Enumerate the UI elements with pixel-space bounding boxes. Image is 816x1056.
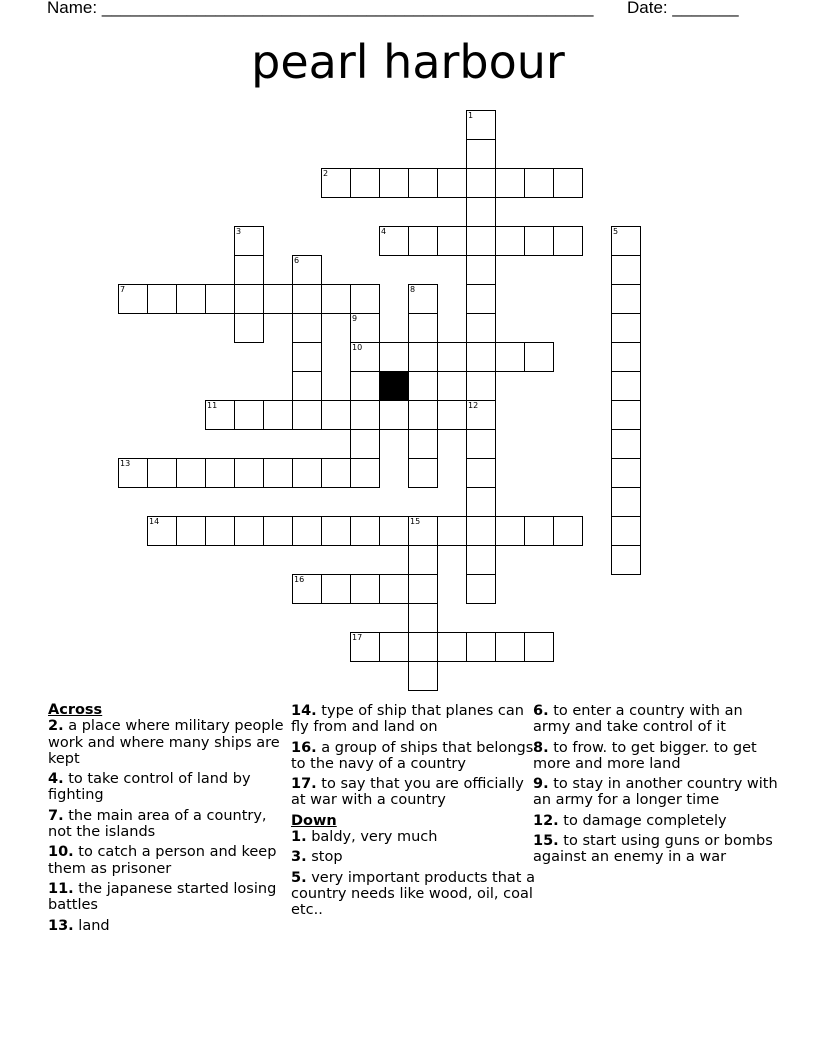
grid-cell[interactable] (350, 313, 380, 343)
grid-cell[interactable] (466, 226, 496, 256)
grid-cell[interactable] (524, 342, 554, 372)
clue-across-13: 13. land (48, 917, 110, 934)
grid-cell[interactable] (437, 400, 467, 430)
grid-cell[interactable] (234, 516, 264, 546)
grid-cell[interactable] (553, 516, 583, 546)
clue-across-4: 4. to take control of land by fighting (48, 771, 251, 804)
grid-cell[interactable] (234, 313, 264, 343)
cell-number: 10 (352, 343, 363, 352)
grid-cell[interactable] (408, 632, 438, 662)
clue-across-10: 10. to catch a person and keep them as prisoner (48, 844, 277, 877)
grid-cell[interactable] (321, 284, 351, 314)
clue-across-2: 2. a place where military people work and where many ships are kept (48, 718, 284, 767)
grid-cell[interactable] (205, 400, 235, 430)
grid-cell[interactable] (408, 603, 438, 633)
grid-cell[interactable] (437, 632, 467, 662)
grid-cell[interactable] (321, 458, 351, 488)
name-line[interactable]: ____________________________________________________ (101, 0, 594, 17)
grid-cell[interactable] (379, 516, 409, 546)
cell-number: 11 (207, 401, 218, 410)
grid-cell[interactable] (118, 284, 148, 314)
grid-cell[interactable] (553, 168, 583, 198)
grid-cell[interactable] (495, 516, 525, 546)
grid-cell[interactable] (350, 168, 380, 198)
grid-cell[interactable] (466, 487, 496, 517)
cell-number: 9 (352, 314, 358, 323)
grid-cell[interactable] (611, 313, 641, 343)
grid-cell[interactable] (350, 342, 380, 372)
grid-cell[interactable] (611, 458, 641, 488)
grid-cell[interactable] (234, 226, 264, 256)
cell-number: 7 (120, 285, 126, 294)
cell-number: 17 (352, 633, 363, 642)
date-label: Date: (627, 0, 668, 17)
grid-cell[interactable] (234, 400, 264, 430)
grid-cell[interactable] (408, 371, 438, 401)
clue-down-12: 12. to damage completely (533, 812, 727, 829)
grid-cell[interactable] (437, 168, 467, 198)
grid-cell[interactable] (234, 284, 264, 314)
clue-down-8: 8. to frow. to get bigger. to get more and more land (533, 739, 757, 772)
grid-cell[interactable] (379, 226, 409, 256)
grid-cell[interactable] (466, 284, 496, 314)
grid-cell[interactable] (205, 284, 235, 314)
cell-number: 3 (236, 227, 242, 236)
grid-cell[interactable] (408, 400, 438, 430)
grid-cell[interactable] (321, 400, 351, 430)
grid-cell[interactable] (466, 342, 496, 372)
grid-cell[interactable] (524, 516, 554, 546)
grid-cell[interactable] (466, 458, 496, 488)
across-heading: Across (48, 702, 103, 718)
grid-cell[interactable] (437, 342, 467, 372)
grid-cell[interactable] (350, 516, 380, 546)
grid-cell[interactable] (147, 458, 177, 488)
grid-cell[interactable] (292, 400, 322, 430)
grid-cell[interactable] (263, 400, 293, 430)
grid-cell[interactable] (495, 632, 525, 662)
grid-cell[interactable] (611, 429, 641, 459)
grid-cell[interactable] (611, 226, 641, 256)
grid-cell[interactable] (292, 574, 322, 604)
date-line[interactable]: _______ (672, 0, 739, 17)
grid-cell[interactable] (176, 284, 206, 314)
grid-cell[interactable] (466, 255, 496, 285)
grid-cell[interactable] (408, 284, 438, 314)
grid-cell[interactable] (292, 458, 322, 488)
grid-cell[interactable] (524, 168, 554, 198)
grid-cell[interactable] (466, 168, 496, 198)
grid-cell[interactable] (234, 458, 264, 488)
grid-cell[interactable] (321, 574, 351, 604)
cell-number: 14 (149, 517, 160, 526)
grid-cell[interactable] (118, 458, 148, 488)
clue-down-3: 3. stop (291, 849, 343, 866)
cell-number: 16 (294, 575, 305, 584)
grid-cell[interactable] (408, 458, 438, 488)
grid-cell[interactable] (379, 400, 409, 430)
grid-cell[interactable] (292, 371, 322, 401)
grid-cell[interactable] (147, 516, 177, 546)
clue-down-5: 5. very important products that a country needs like wood, oil, coal etc.. (291, 869, 535, 919)
cell-number: 5 (613, 227, 619, 236)
clues-column-2 (291, 703, 536, 923)
clue-across-14: 14. type of ship that planes can fly from and land on (291, 703, 524, 736)
grid-cell[interactable] (495, 226, 525, 256)
grid-cell[interactable] (350, 574, 380, 604)
grid-cell[interactable] (408, 545, 438, 575)
grid-cell[interactable] (466, 313, 496, 343)
grid-cell[interactable] (205, 458, 235, 488)
grid-cell[interactable] (205, 516, 235, 546)
down-heading: Down (291, 812, 337, 829)
grid-cell[interactable] (466, 632, 496, 662)
grid-cell[interactable] (611, 342, 641, 372)
cell-number: 8 (410, 285, 416, 294)
grid-cell[interactable] (611, 284, 641, 314)
grid-cell[interactable] (292, 516, 322, 546)
clues-column-3 (533, 703, 783, 870)
grid-cell[interactable] (553, 226, 583, 256)
grid-cell[interactable] (437, 226, 467, 256)
grid-cell[interactable] (263, 284, 293, 314)
grid-cell[interactable] (466, 371, 496, 401)
clues-column-1 (48, 702, 293, 938)
grid-cell[interactable] (292, 313, 322, 343)
clue-down-15: 15. to start using guns or bombs against an enemy in a war (533, 833, 773, 866)
grid-cell[interactable] (466, 139, 496, 169)
clue-down-1: 1. baldy, very much (291, 829, 438, 846)
grid-cell[interactable] (379, 342, 409, 372)
grid-cell[interactable] (466, 429, 496, 459)
black-square (379, 371, 409, 401)
grid-cell[interactable] (408, 429, 438, 459)
grid-cell[interactable] (176, 516, 206, 546)
grid-cell[interactable] (466, 545, 496, 575)
grid-cell[interactable] (611, 487, 641, 517)
grid-cell[interactable] (321, 168, 351, 198)
clue-across-11: 11. the japanese started losing battles (48, 880, 277, 914)
grid-cell[interactable] (466, 110, 496, 140)
cell-number: 12 (468, 401, 479, 410)
grid-cell[interactable] (408, 313, 438, 343)
grid-cell[interactable] (350, 371, 380, 401)
grid-cell[interactable] (611, 516, 641, 546)
clue-down-6: 6. to enter a country with an army and take control of it (533, 703, 743, 736)
grid-cell[interactable] (147, 284, 177, 314)
grid-cell[interactable] (466, 574, 496, 604)
grid-cell[interactable] (292, 342, 322, 372)
page-title: pearl harbour (251, 35, 565, 89)
grid-cell[interactable] (350, 632, 380, 662)
cell-number: 6 (294, 256, 300, 265)
grid-cell[interactable] (524, 226, 554, 256)
grid-cell[interactable] (524, 632, 554, 662)
grid-cell[interactable] (292, 284, 322, 314)
grid-cell[interactable] (350, 400, 380, 430)
grid-cell[interactable] (495, 342, 525, 372)
grid-cell[interactable] (466, 197, 496, 227)
grid-cell[interactable] (611, 545, 641, 575)
grid-cell[interactable] (408, 661, 438, 691)
cell-number: 1 (468, 111, 474, 120)
grid-cell[interactable] (408, 574, 438, 604)
grid-cell[interactable] (495, 168, 525, 198)
cell-number: 2 (323, 169, 329, 178)
grid-cell[interactable] (611, 400, 641, 430)
grid-cell[interactable] (611, 255, 641, 285)
grid-cell[interactable] (321, 516, 351, 546)
cell-number: 13 (120, 459, 131, 468)
grid-cell[interactable] (437, 516, 467, 546)
grid-cell[interactable] (611, 371, 641, 401)
grid-cell[interactable] (466, 400, 496, 430)
grid-cell[interactable] (408, 516, 438, 546)
grid-cell[interactable] (350, 458, 380, 488)
clue-across-7: 7. the main area of a country, not the islands (48, 807, 267, 841)
grid-cell[interactable] (379, 574, 409, 604)
grid-cell[interactable] (466, 516, 496, 546)
grid-cell[interactable] (176, 458, 206, 488)
grid-cell[interactable] (234, 255, 264, 285)
name-label: Name: (47, 0, 98, 17)
grid-cell[interactable] (408, 226, 438, 256)
grid-cell[interactable] (292, 255, 322, 285)
grid-cell[interactable] (379, 632, 409, 662)
grid-cell[interactable] (379, 168, 409, 198)
cell-number: 4 (381, 227, 387, 236)
grid-cell[interactable] (263, 458, 293, 488)
grid-cell[interactable] (408, 342, 438, 372)
grid-cell[interactable] (350, 429, 380, 459)
cell-number: 15 (410, 517, 421, 526)
clue-across-16: 16. a group of ships that belongs to the navy of a country (291, 739, 534, 772)
clue-down-9: 9. to stay in another country with an army for a longer time (533, 776, 778, 809)
clue-across-17: 17. to say that you are officially at war with a country (291, 776, 524, 809)
grid-cell[interactable] (263, 516, 293, 546)
grid-cell[interactable] (350, 284, 380, 314)
grid-cell[interactable] (408, 168, 438, 198)
